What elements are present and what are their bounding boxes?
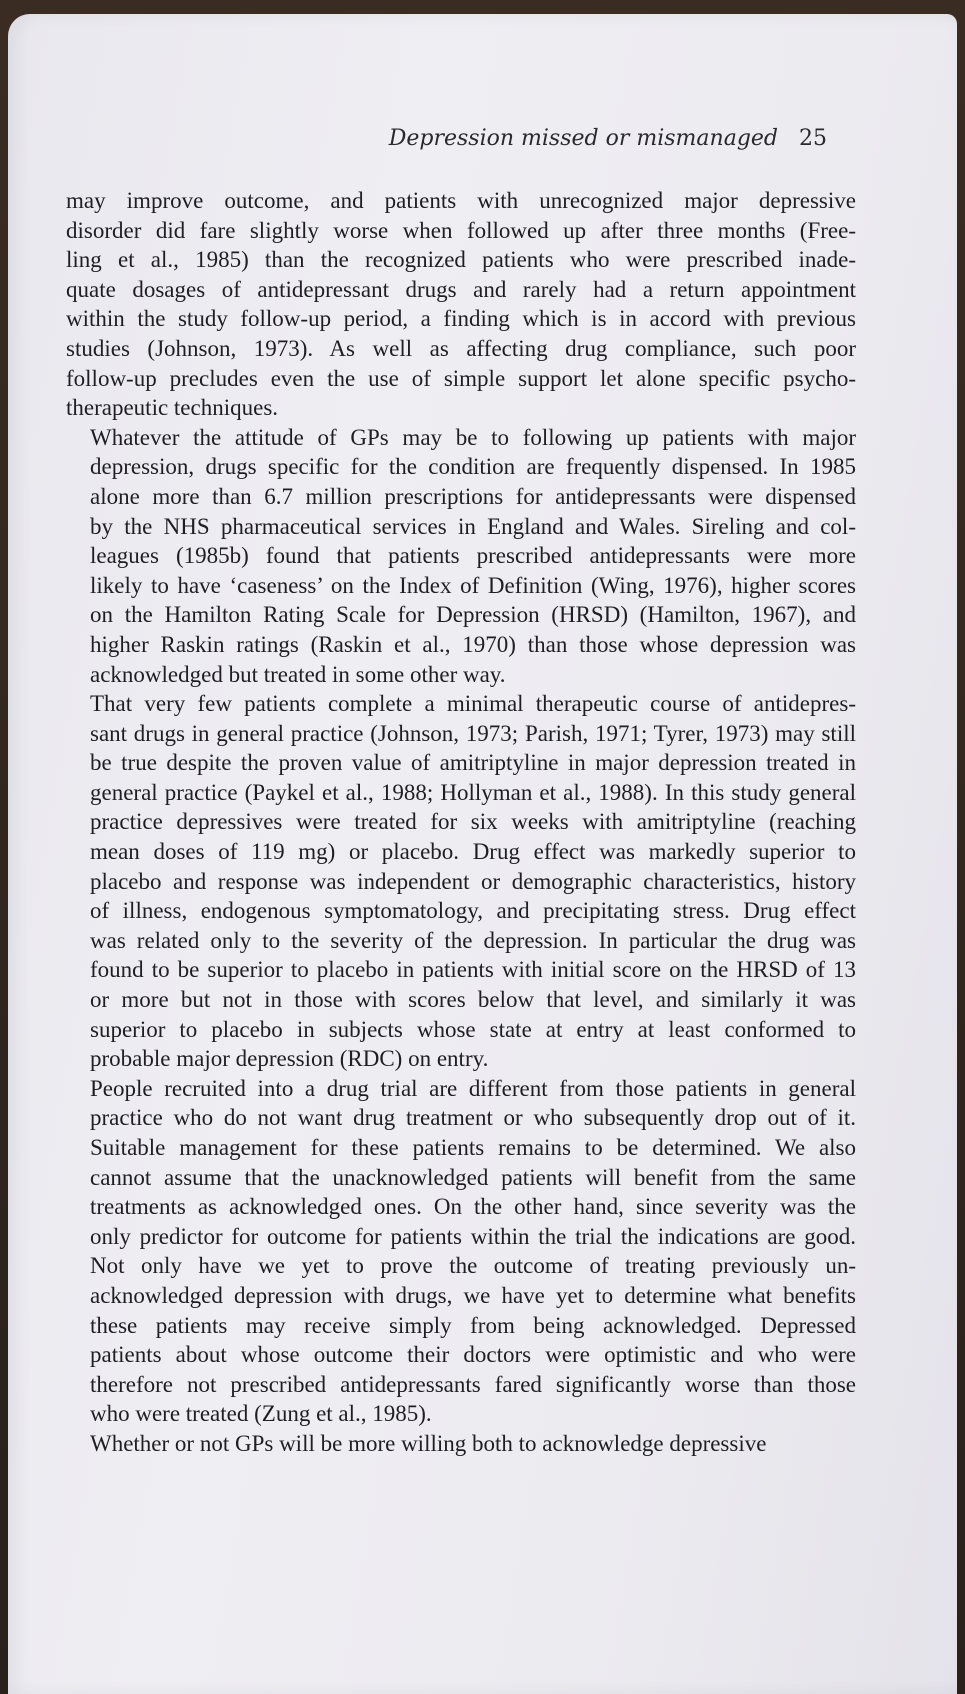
text-line: leagues (1985b) found that patients prescribed antidepressants were more: [90, 543, 856, 569]
paragraph-5: [66, 1429, 856, 1459]
text-line: That very few patients complete a minimal therapeutic course of antidepres-: [90, 691, 856, 717]
text-line: of illness, endogenous symptomatology, and precipitating stress. Drug effect: [90, 898, 856, 924]
text-line: disorder did fare slightly worse when followed up after three months (Free-: [66, 217, 856, 243]
text-line: People recruited into a drug trial are different from those patients in general: [90, 1075, 856, 1101]
text-line: general practice (Paykel et al., 1988; Hollyman et al., 1988). In this study general: [90, 779, 856, 805]
text-line: acknowledged depression with drugs, we have yet to determine what benefits: [90, 1282, 856, 1308]
page-number: 25: [799, 126, 827, 151]
text-line: Whether or not GPs will be more willing both to acknowledge depressive: [90, 1430, 767, 1456]
text-line: depression, drugs specific for the condition are frequently dispensed. In 1985: [90, 454, 856, 480]
text-line: Suitable management for these patients remains to be determined. We also: [90, 1135, 856, 1160]
text-line: follow-up precludes even the use of simple support let alone specific psycho-: [66, 365, 856, 391]
text-line: only predictor for outcome for patients within the trial the indications are good.: [90, 1223, 856, 1249]
book-page: [8, 14, 957, 1694]
text-line: quate dosages of antidepressant drugs and rarely had a return appointment: [66, 276, 856, 302]
text-line: therefore not prescribed antidepressants fared significantly worse than those: [90, 1371, 856, 1397]
paragraph-3: [66, 689, 856, 1074]
text-line: studies (Johnson, 1973). As well as affecting drug compliance, such poor: [66, 335, 856, 361]
text-line: cannot assume that the unacknowledged patients will benefit from the same: [90, 1164, 856, 1190]
text-line: ling et al., 1985) than the recognized patients who were prescribed inade-: [66, 247, 856, 273]
text-line: Whatever the attitude of GPs may be to following up patients with major: [90, 424, 856, 450]
text-line: patients about whose outcome their doctors were optimistic and who were: [90, 1342, 856, 1368]
paragraph-1: [66, 186, 856, 423]
text-line: be true despite the proven value of amitriptyline in major depression treated in: [90, 750, 856, 776]
text-line: treatments as acknowledged ones. On the other hand, since severity was the: [90, 1194, 856, 1220]
body-text: [66, 186, 856, 1459]
running-head-title: Depression missed or mismanaged: [388, 126, 778, 151]
text-line: found to be superior to placebo in patients with initial score on the HRSD of 13: [90, 957, 856, 983]
text-line: mean doses of 119 mg) or placebo. Drug effect was markedly superior to: [90, 839, 856, 865]
text-line: therapeutic techniques.: [66, 395, 279, 421]
text-line: who were treated (Zung et al., 1985).: [90, 1401, 432, 1427]
text-line: likely to have ‘caseness’ on the Index of Definition (Wing, 1976), higher scores: [90, 572, 856, 598]
text-line: by the NHS pharmaceutical services in England and Wales. Sireling and col-: [90, 513, 856, 539]
text-line: practice depressives were treated for six weeks with amitriptyline (reaching: [90, 809, 856, 835]
running-head: [389, 126, 827, 151]
text-line: or more but not in those with scores below that level, and similarly it was: [90, 987, 856, 1013]
text-line: practice who do not want drug treatment or who subsequently drop out of it.: [90, 1105, 856, 1131]
text-line: Not only have we yet to prove the outcome of treating previously un-: [90, 1253, 856, 1279]
text-line: placebo and response was independent or demographic characteristics, history: [90, 868, 856, 894]
text-line: sant drugs in general practice (Johnson, 1973; Parish, 1971; Tyrer, 1973) may still: [90, 720, 856, 746]
text-line: these patients may receive simply from being acknowledged. Depressed: [90, 1312, 856, 1338]
text-line: on the Hamilton Rating Scale for Depression (HRSD) (Hamilton, 1967), and: [90, 602, 856, 628]
paragraph-2: [66, 423, 856, 689]
text-line: acknowledged but treated in some other way.: [90, 661, 506, 687]
text-line: was related only to the severity of the depression. In particular the drug was: [90, 927, 856, 953]
text-line: higher Raskin ratings (Raskin et al., 1970) than those whose depression was: [90, 631, 856, 657]
text-line: within the study follow-up period, a finding which is in accord with previous: [66, 306, 856, 332]
text-line: may improve outcome, and patients with unrecognized major depressive: [66, 188, 856, 213]
text-line: alone more than 6.7 million prescriptions for antidepressants were dispensed: [90, 483, 856, 509]
text-line: superior to placebo in subjects whose state at entry at least conformed to: [90, 1016, 856, 1042]
text-line: probable major depression (RDC) on entry.: [90, 1046, 489, 1072]
paragraph-4: [66, 1074, 856, 1429]
